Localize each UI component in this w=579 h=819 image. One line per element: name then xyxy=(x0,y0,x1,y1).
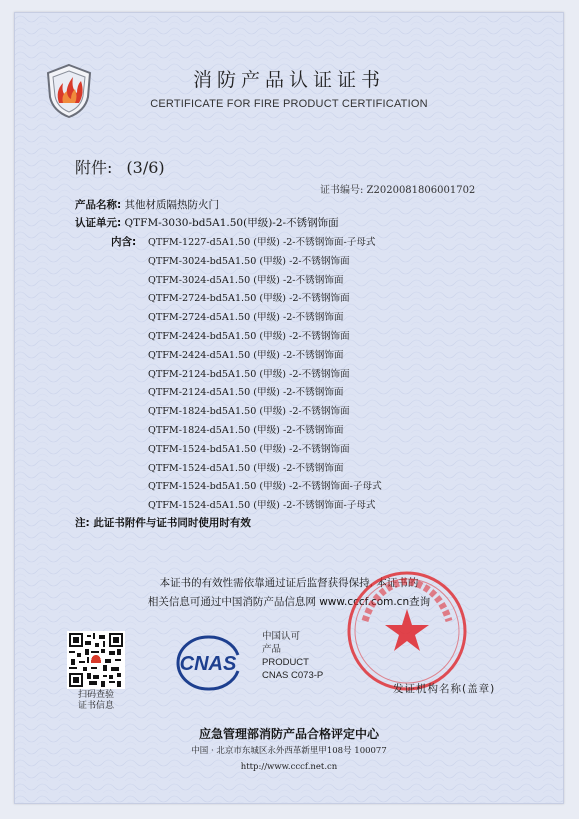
content-item: QTFM-1524-bd5A1.50 (甲级) -2-不锈钢饰面 xyxy=(148,443,350,455)
product-name-value: 其他材质隔热防火门 xyxy=(124,199,220,211)
attachment-page: (3/6) xyxy=(126,158,165,177)
cert-unit-row xyxy=(75,215,339,230)
content-item: QTFM-2124-bd5A1.50 (甲级) -2-不锈钢饰面 xyxy=(148,368,350,380)
certificate-number: 证书编号: Z2020081806001702 xyxy=(320,185,476,196)
content-item: QTFM-1524-d5A1.50 (甲级) -2-不锈钢饰面-子母式 xyxy=(148,500,376,512)
content-item: QTFM-1524-d5A1.50 (甲级) -2-不锈钢饰面 xyxy=(148,462,344,474)
attachment-word: 附件: xyxy=(75,158,113,177)
content-item: QTFM-3024-d5A1.50 (甲级) -2-不锈钢饰面 xyxy=(148,274,344,286)
issuer-address: 中国 · 北京市东城区永外西革新里甲108号 100077 xyxy=(191,746,387,756)
cnas-line-3: PRODUCT xyxy=(262,657,309,668)
certificate-page xyxy=(14,12,564,804)
content-item: QTFM-1524-bd5A1.50 (甲级) -2-不锈钢饰面-子母式 xyxy=(148,481,382,493)
issuer-url[interactable]: http://www.cccf.net.cn xyxy=(240,762,338,772)
content-item: QTFM-1824-bd5A1.50 (甲级) -2-不锈钢饰面 xyxy=(148,406,350,418)
title-chinese: 消防产品认证证书 xyxy=(192,69,385,91)
content-item: QTFM-3024-bd5A1.50 (甲级) -2-不锈钢饰面 xyxy=(148,255,350,267)
red-seal-stamp xyxy=(345,569,469,693)
cnas-line-4: CNAS C073-P xyxy=(262,670,324,681)
cnas-line-2: 产品 xyxy=(262,644,282,655)
cnas-recognition xyxy=(262,630,323,682)
cert-unit-label: 认证单元: xyxy=(75,217,122,229)
attachment-label xyxy=(75,155,165,178)
contents-label-row xyxy=(111,234,136,249)
contents-label: 内含: xyxy=(111,236,137,248)
qr-caption-line-1: 扫码查验 xyxy=(77,690,114,700)
product-name-label: 产品名称: xyxy=(75,199,122,211)
validity-line-2: 相关信息可通过中国消防产品信息网 www.cccf.com.cn查询 xyxy=(147,596,431,608)
issuing-organization: 应急管理部消防产品合格评定中心 xyxy=(198,727,379,741)
cnas-logo-text: CNAS xyxy=(179,653,237,675)
qr-code[interactable] xyxy=(67,631,125,689)
content-item: QTFM-2124-d5A1.50 (甲级) -2-不锈钢饰面 xyxy=(148,387,344,399)
qr-caption-line-2: 证书信息 xyxy=(77,701,114,711)
content-item: QTFM-2424-d5A1.50 (甲级) -2-不锈钢饰面 xyxy=(148,349,344,361)
cert-unit-value: QTFM-3030-bd5A1.50(甲级)-2-不锈钢饰面 xyxy=(124,217,339,229)
content-item: QTFM-2724-d5A1.50 (甲级) -2-不锈钢饰面 xyxy=(148,312,344,324)
cnas-logo-icon xyxy=(165,633,251,693)
cnas-line-1: 中国认可 xyxy=(262,631,301,642)
content-item: QTFM-1227-d5A1.50 (甲级) -2-不锈钢饰面-子母式 xyxy=(148,237,376,248)
qr-caption xyxy=(59,690,133,712)
title-english: CERTIFICATE FOR FIRE PRODUCT CERTIFICATION xyxy=(150,98,428,110)
content-item: QTFM-1824-d5A1.50 (甲级) -2-不锈钢饰面 xyxy=(148,425,344,436)
content-item: QTFM-2724-bd5A1.50 (甲级) -2-不锈钢饰面 xyxy=(148,293,350,305)
validity-line-1: 本证书的有效性需依靠通过证后监督获得保持, 本证书的 xyxy=(159,577,419,589)
issuer-seal-label: 发证机构名称(盖章) xyxy=(393,683,496,695)
validity-note: 注: 此证书附件与证书同时使用时有效 xyxy=(75,517,251,529)
content-item: QTFM-2424-bd5A1.50 (甲级) -2-不锈钢饰面 xyxy=(148,331,350,342)
product-name-row xyxy=(75,197,219,212)
